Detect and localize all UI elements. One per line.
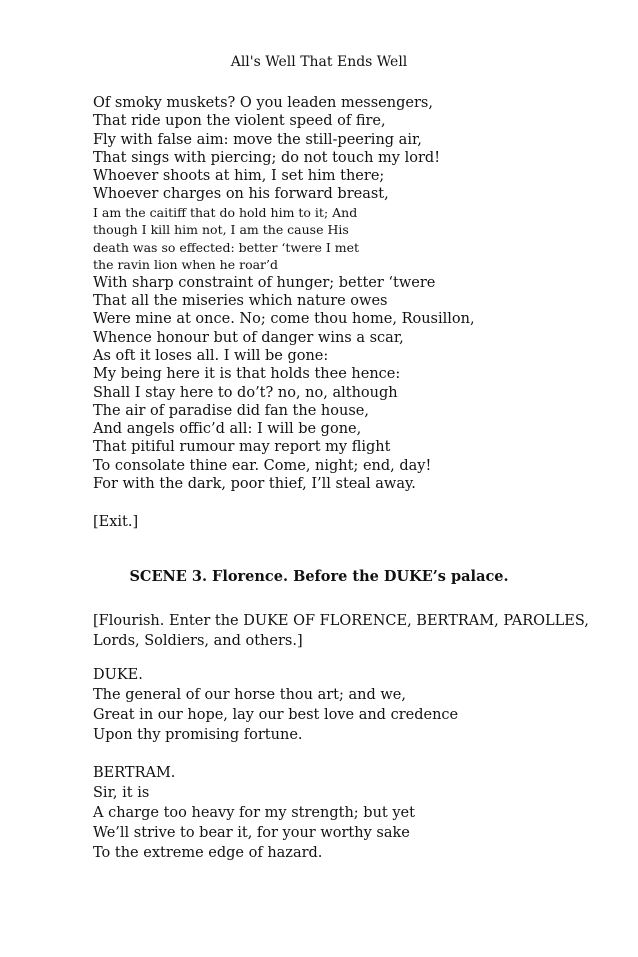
verse-line: A charge too heavy for my strength; but yet (93, 805, 415, 821)
verse-line: That ride upon the violent speed of fire, (93, 113, 386, 130)
verse-line: death was so effected: better ‘twere I met (93, 239, 360, 255)
verse-line: Sir, it is (93, 785, 150, 801)
verse-line: Great in our hope, lay our best love and credence (93, 707, 459, 723)
verse-line: the ravin lion when he roar’d (93, 257, 278, 273)
verse-line: Of smoky muskets? O you leaden messengers, (93, 95, 433, 111)
verse-line: Shall I stay here to do’t? no, no, although (93, 384, 398, 401)
verse-line: Were mine at once. No; come thou home, Rousillon, (93, 311, 475, 328)
verse-line: To the extreme edge of hazard. (93, 845, 323, 861)
verse-line: For with the dark, poor thief, I’ll steal away. (93, 476, 416, 493)
speech-block (93, 94, 613, 493)
bertram-speech (93, 763, 613, 863)
verse-line: And angels offic’d all: I will be gone, (93, 421, 362, 438)
direction-line: Lords, Soldiers, and others.] (93, 633, 303, 649)
duke-speech (93, 665, 613, 745)
verse-line: Whoever charges on his forward breast, (93, 186, 389, 203)
stage-direction-exit: [Exit.] (93, 514, 139, 530)
verse-line: Fly with false aim: move the still-peering air, (93, 131, 422, 148)
verse-line: As oft it loses all. I will be gone: (93, 347, 329, 364)
direction-line: [Flourish. Enter the DUKE OF FLORENCE, BERTRAM, PAROLLES, (93, 613, 589, 629)
verse-line: I am the caitiff that do hold him to it; And (93, 204, 358, 220)
speaker-name: BERTRAM. (93, 765, 176, 781)
scene-heading: SCENE 3. Florence. Before the DUKE’s palace. (129, 568, 509, 585)
verse-line: To consolate thine ear. Come, night; end, day! (93, 457, 432, 474)
verse-line: The air of paradise did fan the house, (93, 402, 369, 419)
verse-line: With sharp constraint of hunger; better ‘twere (93, 274, 436, 291)
verse-line: Whence honour but of danger wins a scar, (93, 329, 404, 346)
verse-line: That all the miseries which nature owes (93, 293, 388, 310)
verse-line: Whoever shoots at him, I set him there; (93, 168, 385, 185)
verse-line: We’ll strive to bear it, for your worthy sake (93, 825, 410, 841)
verse-line: My being here it is that holds thee hence: (93, 366, 401, 383)
verse-line: though I kill him not, I am the cause His (93, 222, 349, 238)
speaker-name: DUKE. (93, 667, 143, 683)
stage-direction (93, 611, 613, 651)
verse-line: That pitiful rumour may report my flight (93, 439, 391, 456)
page-header-title: All's Well That Ends Well (230, 54, 408, 70)
verse-line: The general of our horse thou art; and we, (93, 687, 406, 703)
verse-line: That sings with piercing; do not touch my lord! (93, 149, 441, 166)
verse-line: Upon thy promising fortune. (93, 727, 303, 743)
